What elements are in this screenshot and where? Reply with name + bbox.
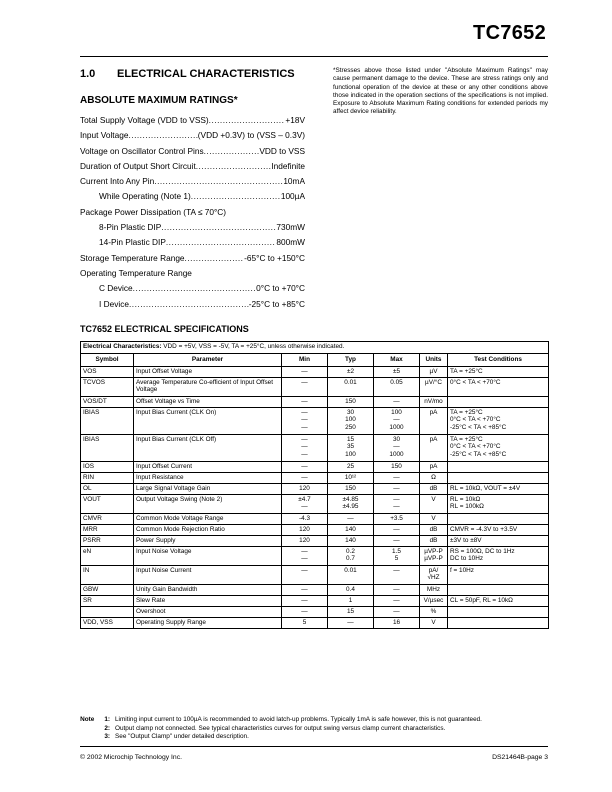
conditions-row xyxy=(81,342,549,354)
table-row xyxy=(81,367,549,378)
spec-table-title: TC7652 ELECTRICAL SPECIFICATIONS xyxy=(80,324,249,334)
abs-max-item xyxy=(80,176,305,191)
abs-max-list xyxy=(80,115,305,314)
table-cell: — xyxy=(374,566,420,585)
table-row xyxy=(81,618,549,629)
table-cell: — xyxy=(282,378,328,397)
abs-max-value: +18V xyxy=(285,115,305,125)
leader-dots xyxy=(128,130,197,140)
table-cell: — xyxy=(374,585,420,596)
abs-max-label: Voltage on Oscillator Control Pins xyxy=(80,145,204,156)
table-cell: 15 35 100 xyxy=(328,435,374,462)
table-cell: 10¹² xyxy=(328,473,374,484)
table-cell: — — — xyxy=(282,435,328,462)
table-cell: Operating Supply Range xyxy=(134,618,282,629)
table-cell: OL xyxy=(81,484,134,495)
note-num: 2: xyxy=(104,724,110,732)
table-cell: 30 100 250 xyxy=(328,408,374,435)
conditions-cell xyxy=(81,342,549,354)
abs-max-heading: ABSOLUTE MAXIMUM RATINGS* xyxy=(80,95,238,106)
table-cell: — xyxy=(328,618,374,629)
abs-max-value: -25°C to +85°C xyxy=(248,298,305,309)
abs-max-label: C Device xyxy=(99,283,133,294)
table-cell: 120 xyxy=(282,525,328,536)
table-cell: 150 xyxy=(374,462,420,473)
conditions-label: Electrical Characteristics: xyxy=(83,343,162,350)
table-cell: GBW xyxy=(81,585,134,596)
footer-copyright: © 2002 Microchip Technology Inc. xyxy=(80,754,182,761)
table-cell: Large Signal Voltage Gain xyxy=(134,484,282,495)
note-item xyxy=(80,733,548,742)
abs-max-item xyxy=(80,268,305,283)
table-cell: % xyxy=(420,607,448,618)
table-cell: — xyxy=(282,367,328,378)
section-number: 1.0 xyxy=(80,68,96,80)
table-cell: +3.5 xyxy=(374,514,420,525)
table-cell: 0.2 0.7 xyxy=(328,547,374,566)
table-cell: MHz xyxy=(420,585,448,596)
table-cell: — xyxy=(282,607,328,618)
abs-max-value: 10mA xyxy=(283,176,305,187)
table-cell: — xyxy=(282,585,328,596)
table-cell: Common Mode Voltage Range xyxy=(134,514,282,525)
table-cell: 5 xyxy=(282,618,328,629)
column-header: Min xyxy=(282,354,328,367)
abs-max-label: Input Voltage xyxy=(80,130,129,141)
column-header: Units xyxy=(420,354,448,367)
abs-max-value: Indefinite xyxy=(271,160,305,171)
table-cell: — — xyxy=(282,547,328,566)
table-row xyxy=(81,536,549,547)
table-cell: — xyxy=(374,596,420,607)
abs-max-value: 730mW xyxy=(276,222,305,233)
table-cell: — xyxy=(374,397,420,408)
table-cell xyxy=(448,585,549,596)
note-text: Limiting input current to 100µA is recommended to avoid latch-up problems. Typically 1mA is safe however, this is not guaranteed. xyxy=(115,716,482,723)
abs-max-item xyxy=(80,146,305,161)
leader-dots xyxy=(209,115,286,125)
abs-max-value: VDD to VSS xyxy=(259,145,305,156)
table-cell: eN xyxy=(81,547,134,566)
table-cell: VOUT xyxy=(81,495,134,514)
abs-max-item xyxy=(80,161,305,176)
table-cell: — xyxy=(282,473,328,484)
table-cell: ±3V to ±8V xyxy=(448,536,549,547)
table-cell: 150 xyxy=(328,397,374,408)
abs-max-label: Duration of Output Short Circuit xyxy=(80,160,196,171)
abs-max-item xyxy=(80,237,305,252)
table-cell: Input Noise Voltage xyxy=(134,547,282,566)
table-cell: — xyxy=(282,462,328,473)
table-cell: nV/mo xyxy=(420,397,448,408)
table-cell: 25 xyxy=(328,462,374,473)
note-label: Note xyxy=(80,716,95,723)
leader-dots xyxy=(154,176,283,186)
table-cell: VOS xyxy=(81,367,134,378)
abs-max-label: 14-Pin Plastic DIP xyxy=(99,237,166,248)
note-number xyxy=(80,733,115,742)
leader-dots xyxy=(196,161,272,171)
note-num: 1: xyxy=(104,716,110,723)
table-cell: Ω xyxy=(420,473,448,484)
table-cell: CL = 50pF, RL = 10kΩ xyxy=(448,596,549,607)
abs-max-label: I Device xyxy=(99,298,129,309)
abs-max-value: (VDD +0.3V) to (VSS – 0.3V) xyxy=(197,130,305,141)
table-row xyxy=(81,484,549,495)
table-row xyxy=(81,397,549,408)
left-column xyxy=(80,68,305,314)
table-cell: 0.05 xyxy=(374,378,420,397)
leader-dots xyxy=(129,299,249,309)
table-cell: ±4.7 — xyxy=(282,495,328,514)
table-cell: V xyxy=(420,495,448,514)
table-cell: Overshoot xyxy=(134,607,282,618)
table-cell xyxy=(81,607,134,618)
abs-max-value: 0°C to +70°C xyxy=(256,283,305,294)
abs-max-item xyxy=(80,207,305,222)
table-cell: ±2 xyxy=(328,367,374,378)
table-cell: dB xyxy=(420,536,448,547)
column-header: Parameter xyxy=(134,354,282,367)
table-cell: 0°C < TA < +70°C xyxy=(448,378,549,397)
column-header: Test Conditions xyxy=(448,354,549,367)
table-cell: RL = 10kΩ RL = 100kΩ xyxy=(448,495,549,514)
leader-dots xyxy=(133,283,256,293)
table-cell: dB xyxy=(420,484,448,495)
table-cell: IOS xyxy=(81,462,134,473)
abs-max-item xyxy=(80,130,305,145)
table-cell: Input Resistance xyxy=(134,473,282,484)
table-cell: Unity Gain Bandwidth xyxy=(134,585,282,596)
column-header: Typ xyxy=(328,354,374,367)
table-cell: 140 xyxy=(328,525,374,536)
abs-max-item xyxy=(80,222,305,237)
table-cell: 120 xyxy=(282,536,328,547)
table-cell: µV xyxy=(420,367,448,378)
table-row xyxy=(81,495,549,514)
table-cell: — xyxy=(374,525,420,536)
table-cell: IBIAS xyxy=(81,435,134,462)
table-cell: — xyxy=(282,596,328,607)
abs-max-label: Total Supply Voltage (VDD to VSS) xyxy=(80,115,209,125)
table-row xyxy=(81,462,549,473)
table-cell: — — xyxy=(374,495,420,514)
table-cell: 150 xyxy=(328,484,374,495)
table-cell: 120 xyxy=(282,484,328,495)
table-cell: SR xyxy=(81,596,134,607)
abs-max-item xyxy=(80,299,305,314)
table-cell: ±4.85 ±4.95 xyxy=(328,495,374,514)
section-heading xyxy=(80,68,305,81)
table-row xyxy=(81,435,549,462)
table-cell: 15 xyxy=(328,607,374,618)
table-cell: VDD, VSS xyxy=(81,618,134,629)
table-cell: ±5 xyxy=(374,367,420,378)
table-cell: — xyxy=(282,566,328,585)
table-cell: TA = +25°C 0°C < TA < +70°C -25°C < TA < +85°C xyxy=(448,435,549,462)
table-cell: 0.4 xyxy=(328,585,374,596)
table-cell: TA = +25°C 0°C < TA < +70°C -25°C < TA < +85°C xyxy=(448,408,549,435)
column-header: Max xyxy=(374,354,420,367)
table-cell: 16 xyxy=(374,618,420,629)
table-row xyxy=(81,408,549,435)
abs-max-label: While Operating (Note 1) xyxy=(99,191,191,202)
table-cell xyxy=(448,514,549,525)
table-cell: 0.01 xyxy=(328,566,374,585)
table-cell: Input Offset Voltage xyxy=(134,367,282,378)
note-item xyxy=(80,716,548,725)
table-cell: V xyxy=(420,514,448,525)
table-cell: CMVR xyxy=(81,514,134,525)
note-num: 3: xyxy=(104,733,110,741)
table-row xyxy=(81,473,549,484)
table-row xyxy=(81,596,549,607)
table-cell: Average Temperature Co-efficient of Input Offset Voltage xyxy=(134,378,282,397)
page-header xyxy=(80,18,548,57)
table-cell: Output Voltage Swing (Note 2) xyxy=(134,495,282,514)
footer-page-number: DS21464B-page 3 xyxy=(492,754,548,761)
table-cell: — — — xyxy=(282,408,328,435)
abs-max-item xyxy=(80,253,305,268)
table-row xyxy=(81,566,549,585)
abs-max-label: Package Power Dissipation (TA ≤ 70°C) xyxy=(80,206,227,217)
abs-max-item xyxy=(80,283,305,298)
abs-max-value: 800mW xyxy=(276,237,305,248)
table-cell: TA = +25°C xyxy=(448,367,549,378)
table-cell: — xyxy=(374,484,420,495)
table-cell: Input Bias Current (CLK Off) xyxy=(134,435,282,462)
table-cell: pA xyxy=(420,462,448,473)
table-cell: pA xyxy=(420,435,448,462)
section-title: ELECTRICAL CHARACTERISTICS xyxy=(117,68,295,80)
table-cell: 140 xyxy=(328,536,374,547)
table-cell: Slew Rate xyxy=(134,596,282,607)
table-cell: — xyxy=(282,397,328,408)
table-cell: f = 10Hz xyxy=(448,566,549,585)
abs-max-value: -65°C to +150°C xyxy=(244,252,305,263)
note-text: Output clamp not connected. See typical characteristics curves for output swing versus clamp current characteristics. xyxy=(115,724,446,732)
table-cell: Common Mode Rejection Ratio xyxy=(134,525,282,536)
table-cell: — xyxy=(374,473,420,484)
table-cell: Input Noise Current xyxy=(134,566,282,585)
table-cell: 0.01 xyxy=(328,378,374,397)
table-cell: V xyxy=(420,618,448,629)
table-cell: 100 — 1000 xyxy=(374,408,420,435)
table-cell: 1 xyxy=(328,596,374,607)
table-cell: 1.5 5 xyxy=(374,547,420,566)
footer-rule xyxy=(80,746,548,747)
column-header: Symbol xyxy=(81,354,134,367)
abs-max-label: 8-Pin Plastic DIP xyxy=(99,222,162,233)
right-column xyxy=(333,67,548,117)
table-cell: pA/ √HZ xyxy=(420,566,448,585)
table-cell xyxy=(448,473,549,484)
abs-max-item xyxy=(80,115,305,130)
abs-max-label: Operating Temperature Range xyxy=(80,267,192,278)
abs-max-value: 100µA xyxy=(280,191,305,202)
table-cell: Input Bias Current (CLK On) xyxy=(134,408,282,435)
table-row xyxy=(81,378,549,397)
note-text: See "Output Clamp" under detailed description. xyxy=(115,733,249,741)
note-item xyxy=(80,725,548,734)
table-row xyxy=(81,607,549,618)
table-cell: PSRR xyxy=(81,536,134,547)
spec-table xyxy=(80,341,549,629)
table-cell: Offset Voltage vs Time xyxy=(134,397,282,408)
table-cell: dB xyxy=(420,525,448,536)
table-cell xyxy=(448,462,549,473)
table-cell: pA xyxy=(420,408,448,435)
table-cell: TCVOS xyxy=(81,378,134,397)
stress-note: *Stresses above those listed under "Absolute Maximum Ratings" may cause permanent damage to the device. These are stress ratings only and functional operation of the device at these or any other conditions above those indicated in the operation sections of the specifications is not implied. Exposure to Absolute Maximum Rating conditions for extended periods my affect device reliability. xyxy=(333,67,548,116)
table-row xyxy=(81,525,549,536)
table-cell: Input Offset Current xyxy=(134,462,282,473)
table-cell xyxy=(448,397,549,408)
table-row xyxy=(81,547,549,566)
table-cell: µVP-P µVP-P xyxy=(420,547,448,566)
leader-dots xyxy=(161,222,276,232)
leader-dots xyxy=(191,191,281,201)
table-cell xyxy=(448,607,549,618)
table-cell: 30 — 1000 xyxy=(374,435,420,462)
abs-max-label: Storage Temperature Range xyxy=(80,252,185,263)
table-cell: RL = 10kΩ, VOUT = ±4V xyxy=(448,484,549,495)
table-cell: -4.3 xyxy=(282,514,328,525)
table-cell xyxy=(448,618,549,629)
abs-max-label: Current Into Any Pin xyxy=(80,176,155,187)
leader-dots xyxy=(166,237,277,247)
table-cell: — xyxy=(374,607,420,618)
page-title: TC7652 xyxy=(473,22,546,44)
note-number xyxy=(80,716,115,725)
table-cell: IN xyxy=(81,566,134,585)
table-cell: RS = 100Ω, DC to 1Hz DC to 10Hz xyxy=(448,547,549,566)
leader-dots xyxy=(185,253,245,263)
abs-max-item xyxy=(80,191,305,206)
table-cell: VOS/DT xyxy=(81,397,134,408)
leader-dots xyxy=(204,146,260,156)
spec-table-body xyxy=(81,367,549,629)
table-cell: — xyxy=(328,514,374,525)
conditions-text: VDD = +5V, VSS = -5V, TA = +25°C, unless otherwise indicated. xyxy=(163,343,345,350)
table-cell: MRR xyxy=(81,525,134,536)
table-row xyxy=(81,514,549,525)
table-cell: IBIAS xyxy=(81,408,134,435)
notes xyxy=(80,716,548,742)
table-cell: µV/°C xyxy=(420,378,448,397)
table-row xyxy=(81,585,549,596)
table-cell: V/µsec xyxy=(420,596,448,607)
note-number xyxy=(80,725,115,734)
header-row xyxy=(81,354,549,367)
table-cell: RIN xyxy=(81,473,134,484)
table-cell: Power Supply xyxy=(134,536,282,547)
table-cell: CMVR = -4.3V to +3.5V xyxy=(448,525,549,536)
table-cell: — xyxy=(374,536,420,547)
